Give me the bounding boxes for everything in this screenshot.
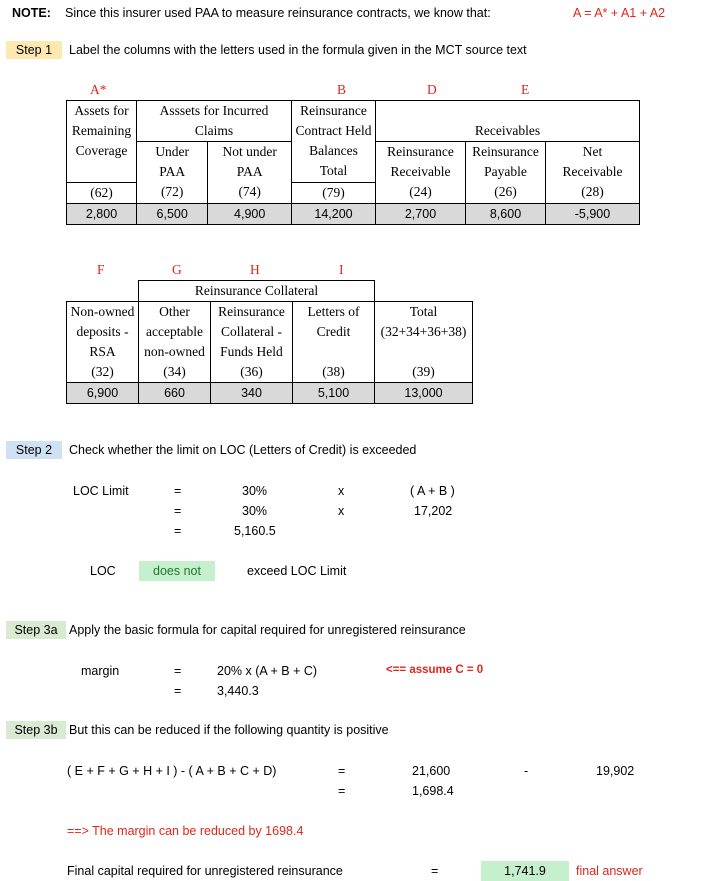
header-funds-held: Reinsurance Collateral - Funds Held — [211, 302, 293, 363]
header-non-owned-deposits: Non-owned deposits - RSA — [67, 302, 139, 363]
line-number: (28) — [546, 182, 640, 203]
header-reinsurance-payable: Reinsurance Payable — [466, 142, 546, 183]
value-cell: 2,700 — [376, 203, 466, 224]
loc-expr: ( A + B ) — [410, 484, 455, 498]
header-not-under-paa: Not under PAA — [208, 142, 292, 183]
header-letters-of-credit: Letters of Credit — [293, 302, 375, 363]
header-receivables: Receivables — [376, 101, 640, 142]
mct-table-1 — [66, 100, 640, 225]
step3b-text: But this can be reduced if the following quantity is positive — [69, 723, 389, 737]
value-cell: -5,900 — [546, 203, 640, 224]
step3a-text: Apply the basic formula for capital required for unregistered reinsurance — [69, 623, 466, 637]
loc-limit-label: LOC Limit — [73, 484, 129, 498]
value-cell: 8,600 — [466, 203, 546, 224]
value-cell: 340 — [211, 383, 293, 404]
line-number: (26) — [466, 182, 546, 203]
letter-h: H — [250, 262, 260, 277]
value-cell: 14,200 — [292, 203, 376, 224]
margin-label: margin — [81, 664, 120, 678]
equals-sign: = — [431, 864, 439, 878]
value-cell: 13,000 — [375, 383, 473, 404]
step1-text: Label the columns with the letters used in the formula given in the MCT source text — [69, 43, 527, 57]
margin-formula: 20% x (A + B + C) — [217, 664, 318, 678]
value-cell: 5,100 — [293, 383, 375, 404]
final-answer-tag: final answer — [576, 864, 643, 878]
equals-sign: = — [174, 524, 182, 538]
line-number: (74) — [208, 182, 292, 203]
note-formula: A = A* + A1 + A2 — [573, 6, 666, 20]
equals-sign: = — [338, 784, 346, 798]
reduction-expr: ( E + F + G + H + I ) - ( A + B + C + D) — [67, 764, 277, 778]
header-other-acceptable: Other acceptable non-owned — [139, 302, 211, 363]
step3a-tag: Step 3a — [6, 621, 66, 639]
does-not-badge: does not — [139, 561, 215, 581]
header-net-receivable: Net Receivable — [546, 142, 640, 183]
letter-e: E — [521, 82, 530, 97]
assume-note: <== assume C = 0 — [386, 664, 484, 676]
line-number: (36) — [211, 362, 293, 383]
header-reinsurance-receivable: Reinsurance Receivable — [376, 142, 466, 183]
letter-b: B — [337, 82, 347, 97]
line-number: (72) — [137, 182, 208, 203]
step2-tag: Step 2 — [6, 441, 62, 459]
letter-g: G — [172, 262, 182, 277]
value-cell: 4,900 — [208, 203, 292, 224]
equals-sign: = — [174, 684, 182, 698]
value-cell: 2,800 — [67, 203, 137, 224]
header-reinsurance-held: Reinsurance Contract Held Balances Total — [292, 101, 376, 183]
line-number: (62) — [67, 182, 137, 203]
final-label: Final capital required for unregistered reinsurance — [67, 864, 343, 878]
reduction-note: ==> The margin can be reduced by 1698.4 — [67, 824, 304, 838]
line-number: (38) — [293, 362, 375, 383]
letter-d: D — [427, 82, 437, 97]
reduction-value: 1,698.4 — [412, 784, 454, 798]
line-number: (24) — [376, 182, 466, 203]
step3b-tag: Step 3b — [6, 721, 66, 739]
assets-sum: 19,902 — [596, 764, 635, 778]
header-reinsurance-collateral: Reinsurance Collateral — [139, 281, 375, 302]
mct-table-2 — [66, 280, 473, 404]
value-cell: 6,500 — [137, 203, 208, 224]
final-value: 1,741.9 — [481, 861, 569, 881]
step2-text: Check whether the limit on LOC (Letters of Credit) is exceeded — [69, 443, 417, 457]
loc-pct: 30% — [242, 484, 268, 498]
header-assets-incurred-claims: Asssets for Incurred Claims — [137, 101, 292, 142]
value-cell: 660 — [139, 383, 211, 404]
line-number: (32) — [67, 362, 139, 383]
line-number: (79) — [292, 182, 376, 203]
header-total: Total (32+34+36+38) — [375, 302, 473, 363]
note-label: NOTE: — [12, 6, 51, 20]
loc-pct: 30% — [242, 504, 268, 518]
a-plus-b-value: 17,202 — [414, 504, 453, 518]
note-text: Since this insurer used PAA to measure reinsurance contracts, we know that: — [65, 6, 491, 20]
equals-sign: = — [174, 504, 182, 518]
times-sign: x — [338, 504, 345, 518]
receivables-sum: 21,600 — [412, 764, 451, 778]
loc-limit-value: 5,160.5 — [234, 524, 276, 538]
letter-i: I — [339, 262, 344, 277]
line-number: (39) — [375, 362, 473, 383]
equals-sign: = — [174, 664, 182, 678]
equals-sign: = — [174, 484, 182, 498]
exceed-text: exceed LOC Limit — [247, 564, 347, 578]
letter-f: F — [97, 262, 105, 277]
line-number: (34) — [139, 362, 211, 383]
loc-label: LOC — [90, 564, 116, 578]
minus-sign: - — [524, 764, 529, 778]
step1-tag: Step 1 — [6, 41, 62, 59]
margin-value: 3,440.3 — [217, 684, 259, 698]
times-sign: x — [338, 484, 345, 498]
header-assets-remaining-coverage: Assets for Remaining Coverage — [67, 101, 137, 183]
value-cell: 6,900 — [67, 383, 139, 404]
letter-a-star: A* — [90, 82, 107, 97]
equals-sign: = — [338, 764, 346, 778]
header-under-paa: Under PAA — [137, 142, 208, 183]
